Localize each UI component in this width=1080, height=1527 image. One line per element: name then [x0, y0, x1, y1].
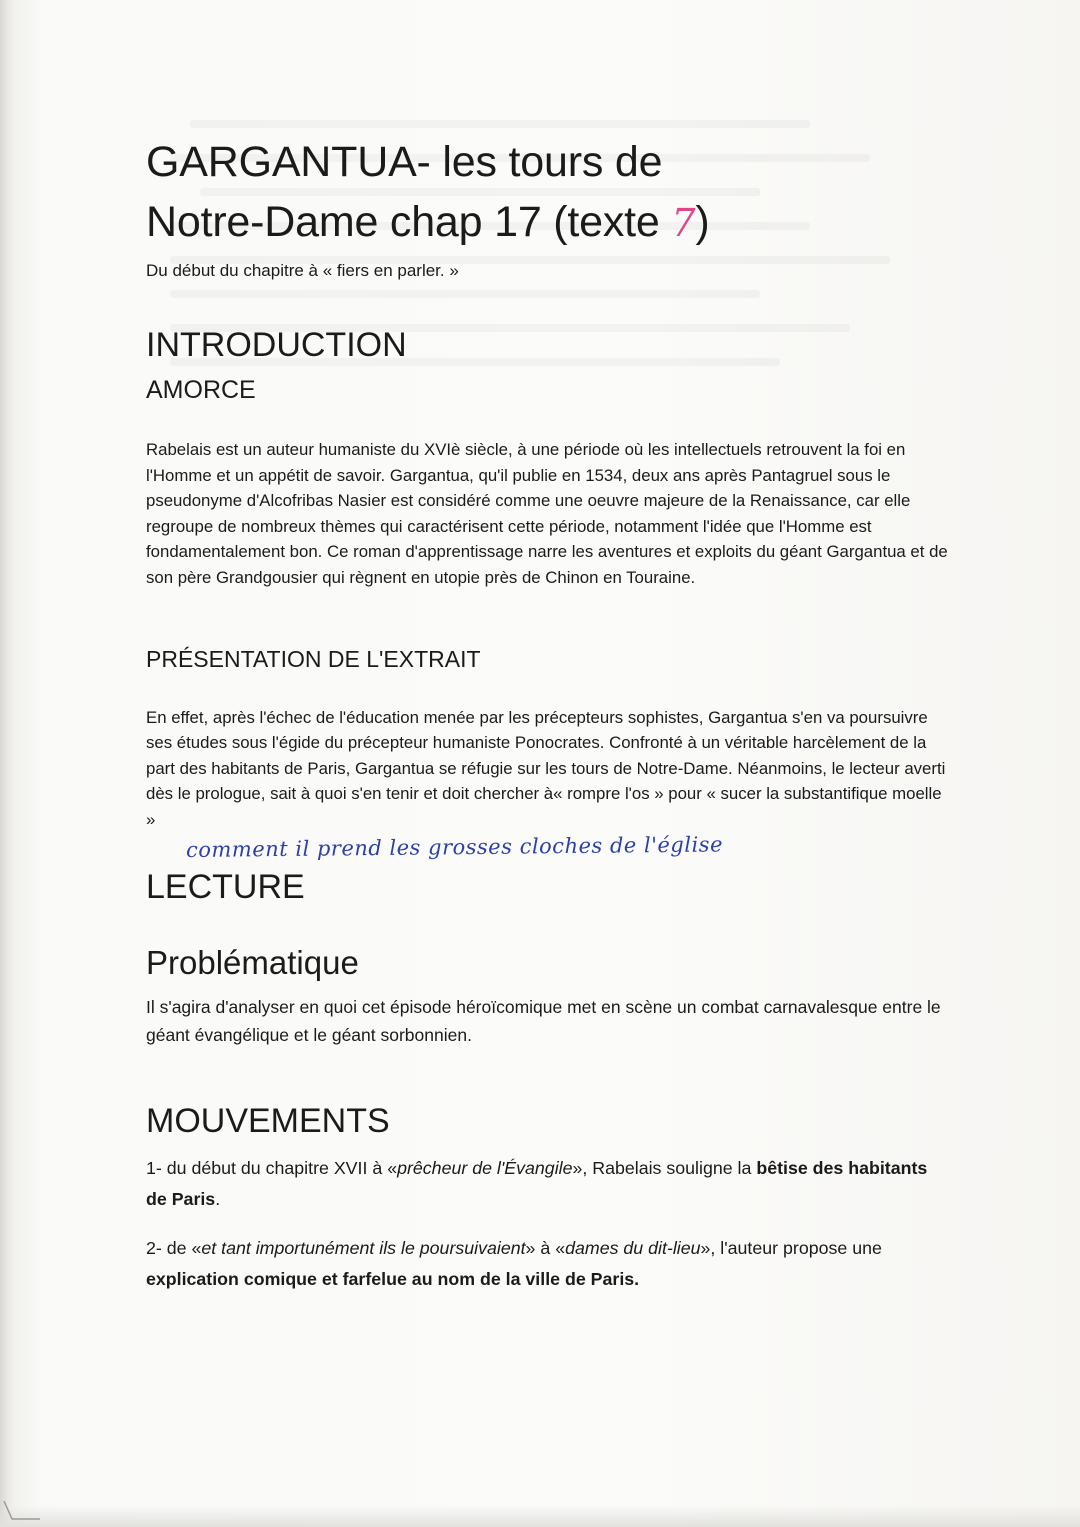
- amorce-paragraph: Rabelais est un auteur humaniste du XVIè siècle, à une période où les intellectuels retrouvent la foi en l'Homme et un appétit de savoir. Gargantua, qu'il publie en 1534, deux ans après Pantagruel sous le pseudonyme d'Alcofribas Nasier est considéré comme une oeuvre majeure de la Renaissance, car elle regroupe de nombreux thèmes qui caractérisent cette période, notamment l'idée que l'Homme est fondamentalement bon. Ce roman d'apprentissage narre les aventures et exploits du géant Gargantua et de son père Grandgousier qui règnent en utopie près de Chinon en Touraine.: [146, 440, 948, 587]
- problematique-heading: Problématique: [146, 943, 359, 981]
- mouvements-heading: MOUVEMENTS: [146, 1101, 390, 1140]
- extract-range: Du début du chapitre à « fiers en parler. »: [146, 261, 459, 280]
- handwritten-note: comment il prend les grosses cloches de l'église: [185, 831, 724, 862]
- title-close-paren: ): [695, 198, 710, 246]
- title-line-2-text: Notre-Dame chap 17 (texte: [146, 198, 672, 246]
- mouvement-2-quote-2: dames du dit-lieu: [565, 1237, 701, 1258]
- lecture-heading: LECTURE: [146, 867, 305, 906]
- mouvement-1-quote: prêcheur de l'Évangile: [397, 1157, 573, 1178]
- mouvement-2-middle-2: », l'auteur propose une: [700, 1237, 882, 1258]
- mouvement-2-quote-1: et tant importunément ils le poursuivaient: [201, 1237, 526, 1258]
- handwritten-text-number: 7: [671, 201, 696, 245]
- presentation-paragraph: En effet, après l'échec de l'éducation menée par les précepteurs sophistes, Gargantua s'en va poursuivre ses études sous l'égide du précepteur humaniste Ponocrates. Confronté à un véritable harcèlement de la part des habitants de Paris, Gargantua se réfugie sur les tours de Notre-Dame. Néanmoins, le lecteur averti dès le prologue, sait à quoi s'en tenir et doit chercher à« rompre l'os » pour « sucer la substantifique moelle »: [146, 707, 946, 829]
- mouvement-2: [146, 1233, 951, 1295]
- introduction-heading: INTRODUCTION: [146, 326, 407, 364]
- amorce-heading: AMORCE: [146, 376, 256, 404]
- title-line-2: [146, 192, 951, 253]
- page-bottom-edge-shadow: [0, 1505, 1080, 1527]
- page-corner-fold: [2, 1497, 42, 1521]
- mouvement-2-middle-1: » à «: [525, 1237, 566, 1258]
- title-line-1: GARGANTUA- les tours de: [146, 138, 663, 186]
- presentation-heading: PRÉSENTATION DE L'EXTRAIT: [146, 645, 481, 672]
- mouvement-1-bold: bêtise des habitants de Paris: [146, 1157, 928, 1209]
- mouvement-2-prefix: 2- de «: [146, 1237, 202, 1258]
- mouvement-1-middle: », Rabelais souligne la: [572, 1157, 757, 1178]
- problematique-paragraph: Il s'agira d'analyser en quoi cet épisode héroïcomique met en scène un combat carnavalesque entre le géant évangélique et le géant sorbonnien.: [146, 996, 941, 1045]
- mouvement-1-suffix: .: [215, 1188, 221, 1209]
- mouvement-2-bold: explication comique et farfelue au nom de la ville de Paris.: [146, 1268, 640, 1289]
- mouvement-1-prefix: 1- du début du chapitre XVII à «: [146, 1157, 398, 1178]
- page-left-edge-shadow: [0, 0, 14, 1527]
- document-content: [146, 132, 951, 1295]
- document-title: [146, 132, 951, 253]
- mouvement-1: [146, 1153, 951, 1215]
